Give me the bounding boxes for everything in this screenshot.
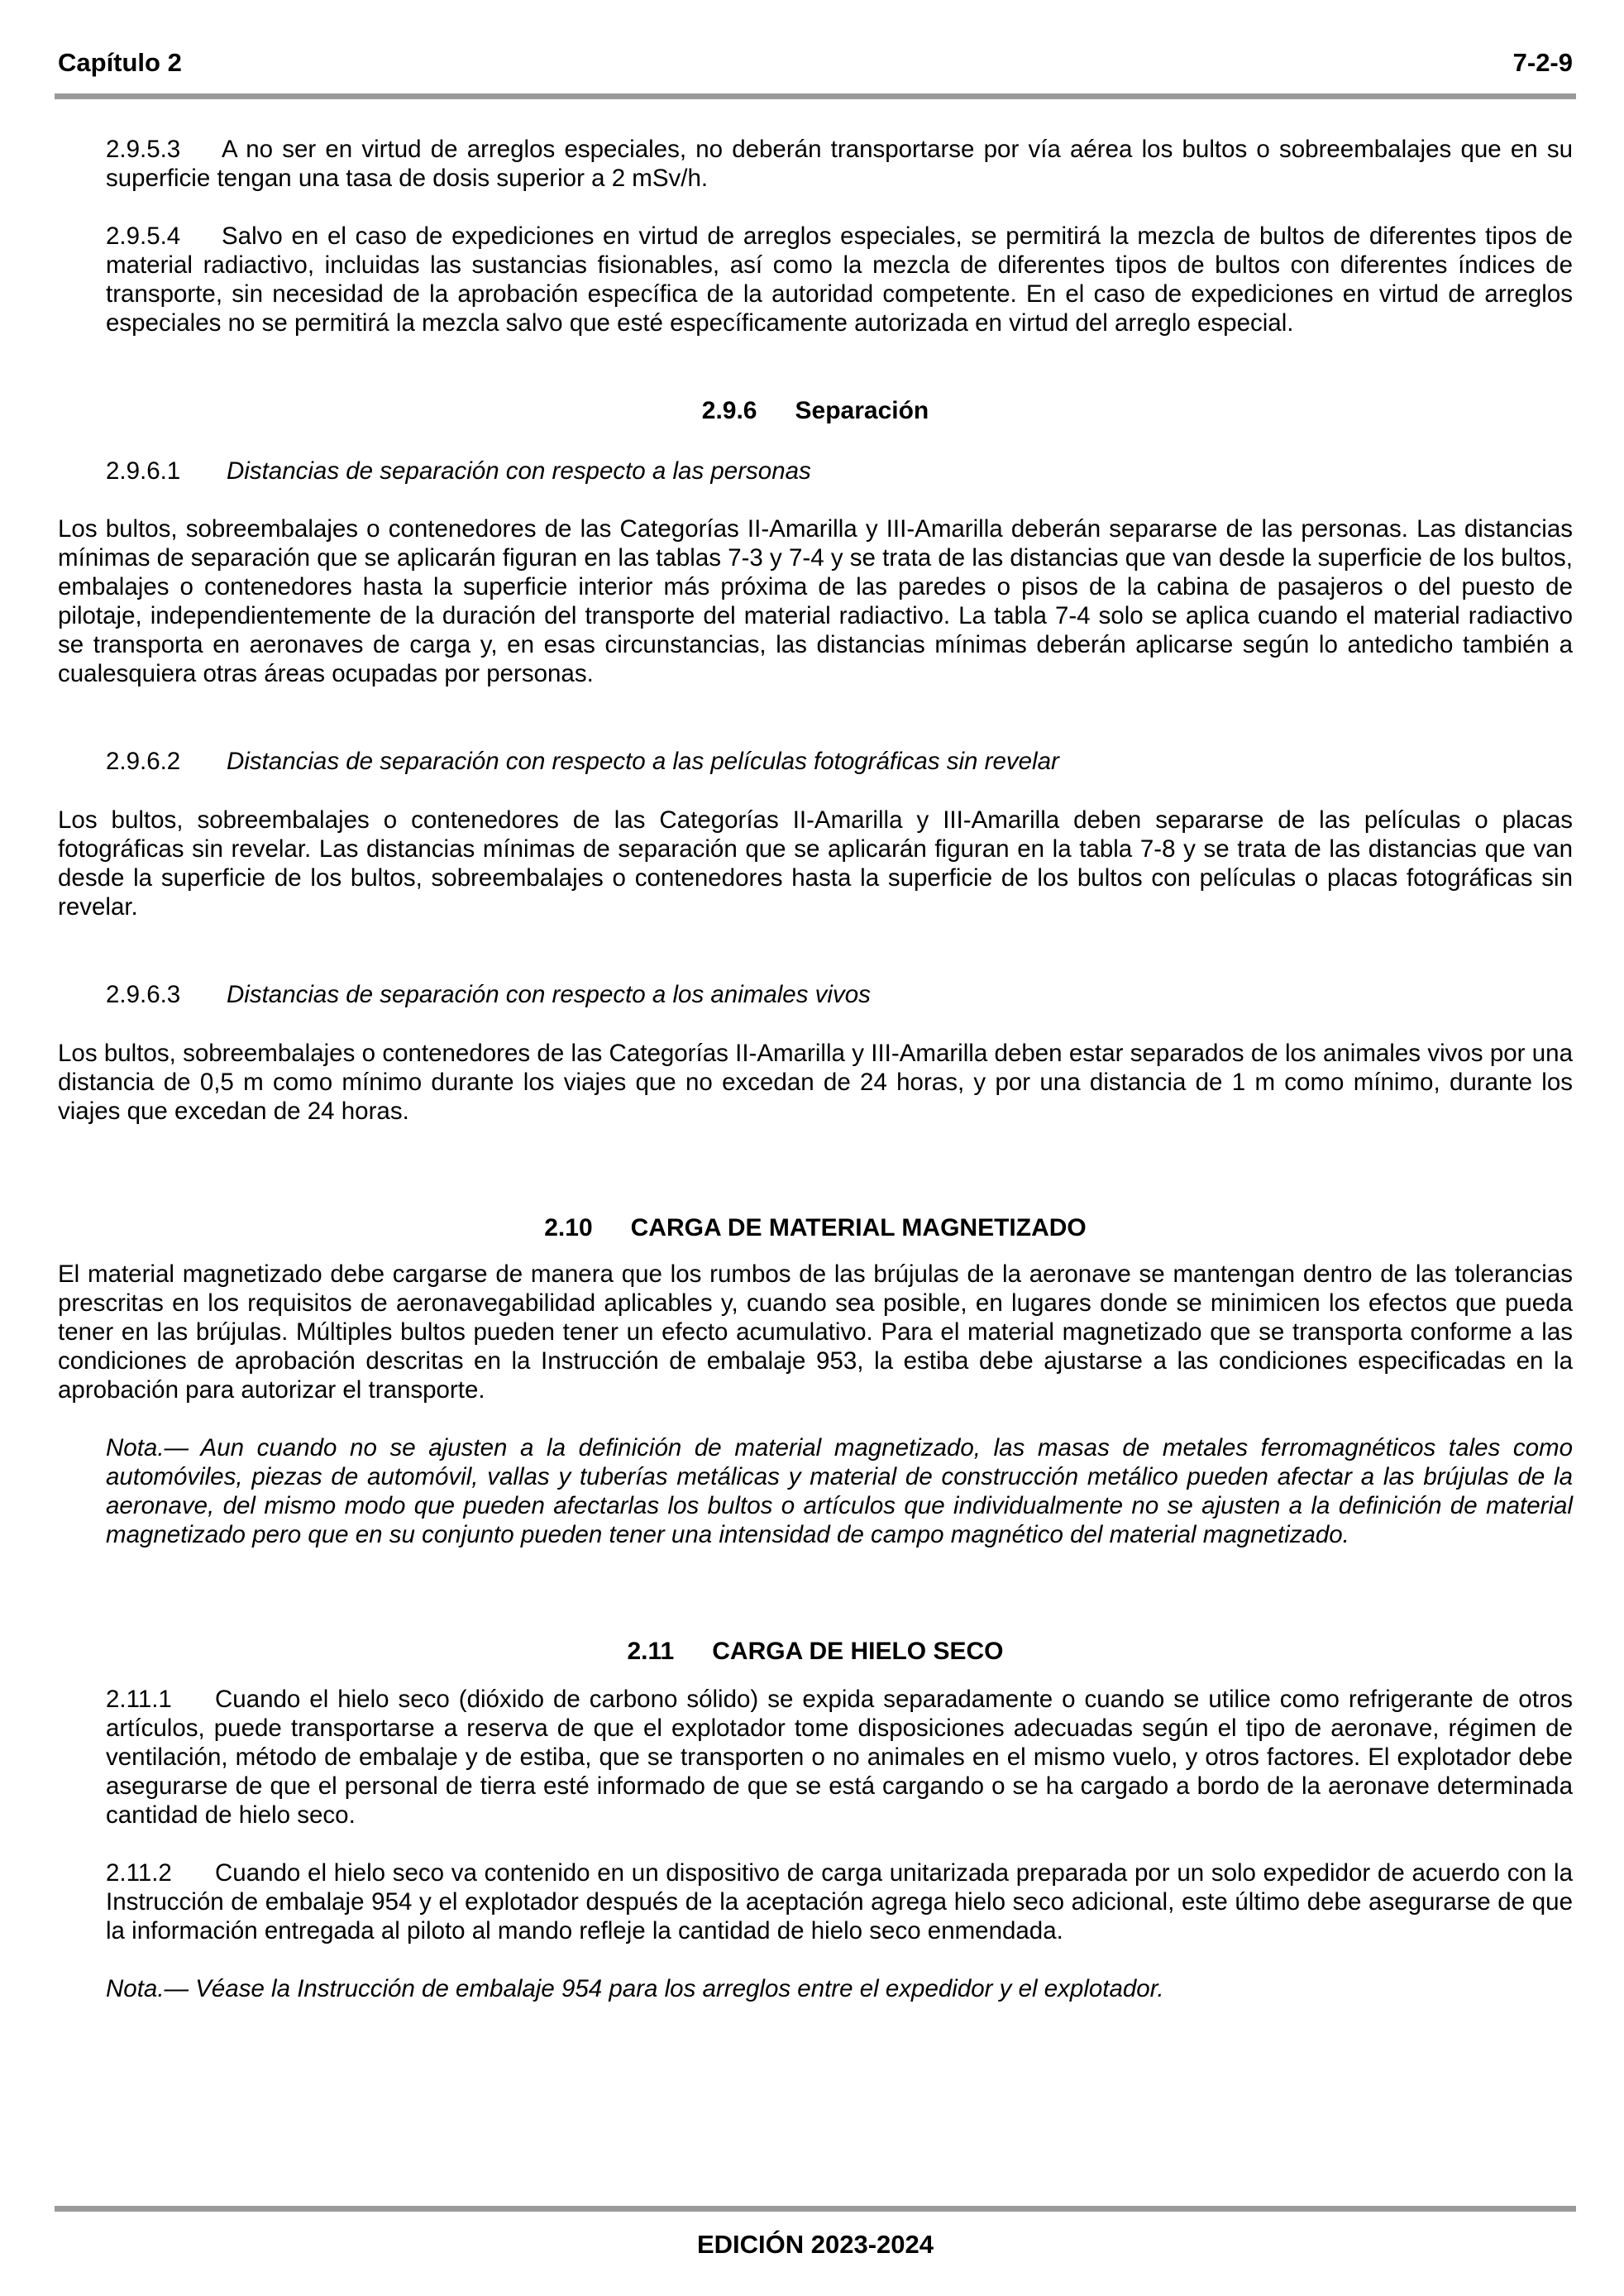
- section-title: CARGA DE MATERIAL MAGNETIZADO: [630, 1214, 1087, 1241]
- paragraph-text: A no ser en virtud de arreglos especiales, no deberán transportarse por vía aérea los bultos o sobreembalajes que en su superficie tengan una tasa de dosis superior a 2 mSv/h.: [106, 136, 1573, 192]
- page-footer: [58, 2230, 1573, 2260]
- subsection-title: Distancias de separación con respecto a las personas: [227, 457, 811, 485]
- note-2-11-2: Nota.— Véase la Instrucción de embalaje 954 para los arreglos entre el expedidor y el explotador.: [106, 1975, 1164, 2002]
- subsection-number: 2.9.6.1: [106, 457, 181, 485]
- subheading-2-9-6-2: [58, 747, 1573, 776]
- page-header: [58, 48, 1573, 78]
- section-heading-2-11: [58, 1637, 1573, 1666]
- chapter-label: Capítulo 2: [58, 48, 182, 77]
- paragraph-2-9-5-4: [58, 222, 1573, 337]
- paragraph-2-10: El material magnetizado debe cargarse de manera que los rumbos de las brújulas de la aeronave se mantengan dentro de las tolerancias prescritas en los requisitos de aeronavegabilidad aplicables y, cuando sea posible, en lugares donde se minimicen los efectos que pueda tener en las brújulas. Múltiples bultos pueden tener un efecto acumulativo. Para el material magnetizado que se transporta conforme a las condiciones de aprobación descritas en la Instrucción de embalaje 953, la estiba debe ajustarse a las condiciones especificadas en la aprobación para autorizar el transporte.: [58, 1260, 1573, 1404]
- paragraph-text: Salvo en el caso de expediciones en virtud de arreglos especiales, se permitirá la mezcla de bultos de diferentes tipos de material radiactivo, incluidas las sustancias fisionables, así como la mezcla de diferentes tipos de bultos con diferentes índices de transporte, sin necesidad de la aprobación específica de la autoridad competente. En el caso de expediciones en virtud de arreglos especiales no se permitirá la mezcla salvo que esté específicamente autorizada en virtud del arreglo especial.: [106, 222, 1573, 337]
- header-rule: [55, 93, 1576, 99]
- paragraph-2-9-5-3: [58, 135, 1573, 193]
- paragraph-2-9-6-3: Los bultos, sobreembalajes o contenedores de las Categorías II-Amarilla y III-Amarilla deben estar separados de los animales vivos por una distancia de 0,5 m como mínimo durante los viajes que no excedan de 24 horas, y por una distancia de 1 m como mínimo, durante los viajes que excedan de 24 horas.: [58, 1040, 1573, 1125]
- subheading-2-9-6-3: [58, 980, 1573, 1009]
- section-number: 2.10: [544, 1214, 593, 1241]
- section-number: 2.11: [627, 1638, 675, 1665]
- subsection-number: 2.9.6.3: [106, 981, 181, 1008]
- subsection-number: 2.9.6.2: [106, 748, 181, 775]
- section-title: CARGA DE HIELO SECO: [712, 1638, 1004, 1665]
- subsection-title: Distancias de separación con respecto a los animales vivos: [227, 981, 871, 1008]
- section-heading-2-9-6: [58, 396, 1573, 425]
- subheading-2-9-6-1: [58, 457, 1573, 486]
- section-title: Separación: [795, 397, 929, 424]
- subsection-title: Distancias de separación con respecto a las películas fotográficas sin revelar: [227, 748, 1059, 775]
- paragraph-2-9-6-1: Los bultos, sobreembalajes o contenedores de las Categorías II-Amarilla y III-Amarilla deberán separarse de las personas. Las distancias mínimas de separación que se aplicarán figuran en las tablas 7-3 y 7-4 y se trata de las distancias que van desde la superficie de los bultos, embalajes o contenedores hasta la superficie interior más próxima de las paredes o pisos de la cabina de pasajeros o del puesto de pilotaje, independientemente de la duración del transporte del material radiactivo. La tabla 7-4 solo se aplica cuando el material radiactivo se transporta en aeronaves de carga y, en esas circunstancias, las distancias mínimas deberán aplicarse según lo antedicho también a cualesquiera otras áreas ocupadas por personas.: [58, 515, 1573, 687]
- paragraph-text: Cuando el hielo seco (dióxido de carbono sólido) se expida separadamente o cuando se utilice como refrigerante de otros artículos, puede transportarse a reserva de que el explotador tome disposiciones adecuadas según el tipo de aeronave, régimen de ventilación, método de embalaje y de estiba, que se transporten o no animales en el mismo vuelo, y otros factores. El explotador debe asegurarse de que el personal de tierra esté informado de que se está cargando o se ha cargado a bordo de la aeronave determinada cantidad de hielo seco.: [106, 1686, 1573, 1829]
- paragraph-number: 2.11.1: [106, 1686, 172, 1713]
- footer-rule: [55, 2206, 1576, 2212]
- paragraph-2-9-6-2: Los bultos, sobreembalajes o contenedores de las Categorías II-Amarilla y III-Amarilla deben separarse de las películas o placas fotográficas sin revelar. Las distancias mínimas de separación que se aplicarán figuran en la tabla 7-8 y se trata de las distancias que van desde la superficie de los bultos, sobreembalajes o contenedores hasta la superficie de los bultos con películas o placas fotográficas sin revelar.: [58, 806, 1573, 921]
- paragraph-2-11-1: [58, 1685, 1573, 1830]
- edition-label: EDICIÓN 2023-2024: [696, 2230, 934, 2259]
- page-number: 7-2-9: [1512, 48, 1573, 77]
- paragraph-text: Cuando el hielo seco va contenido en un dispositivo de carga unitarizada preparada por un solo expedidor de acuerdo con la Instrucción de embalaje 954 y el explotador después de la aceptación agrega hielo seco adicional, este último debe asegurarse de que la información entregada al piloto al mando refleje la cantidad de hielo seco enmendada.: [106, 1859, 1573, 1944]
- paragraph-2-11-2: [58, 1858, 1573, 1945]
- note-2-10: Nota.— Aun cuando no se ajusten a la definición de material magnetizado, las masas de metales ferromagnéticos tales como automóviles, piezas de automóvil, vallas y tuberías metálicas y material de construcción metálico pueden afectar a las brújulas de la aeronave, del mismo modo que pueden afectarlas los bultos o artículos que individualmente no se ajusten a la definición de material magnetizado pero que en su conjunto pueden tener una intensidad de campo magnético del material magnetizado.: [106, 1434, 1573, 1548]
- paragraph-number: 2.11.2: [106, 1859, 172, 1887]
- paragraph-number: 2.9.5.4: [106, 222, 181, 250]
- paragraph-number: 2.9.5.3: [106, 136, 181, 163]
- document-body: [58, 135, 1573, 2003]
- section-number: 2.9.6: [701, 397, 757, 424]
- section-heading-2-10: [58, 1213, 1573, 1242]
